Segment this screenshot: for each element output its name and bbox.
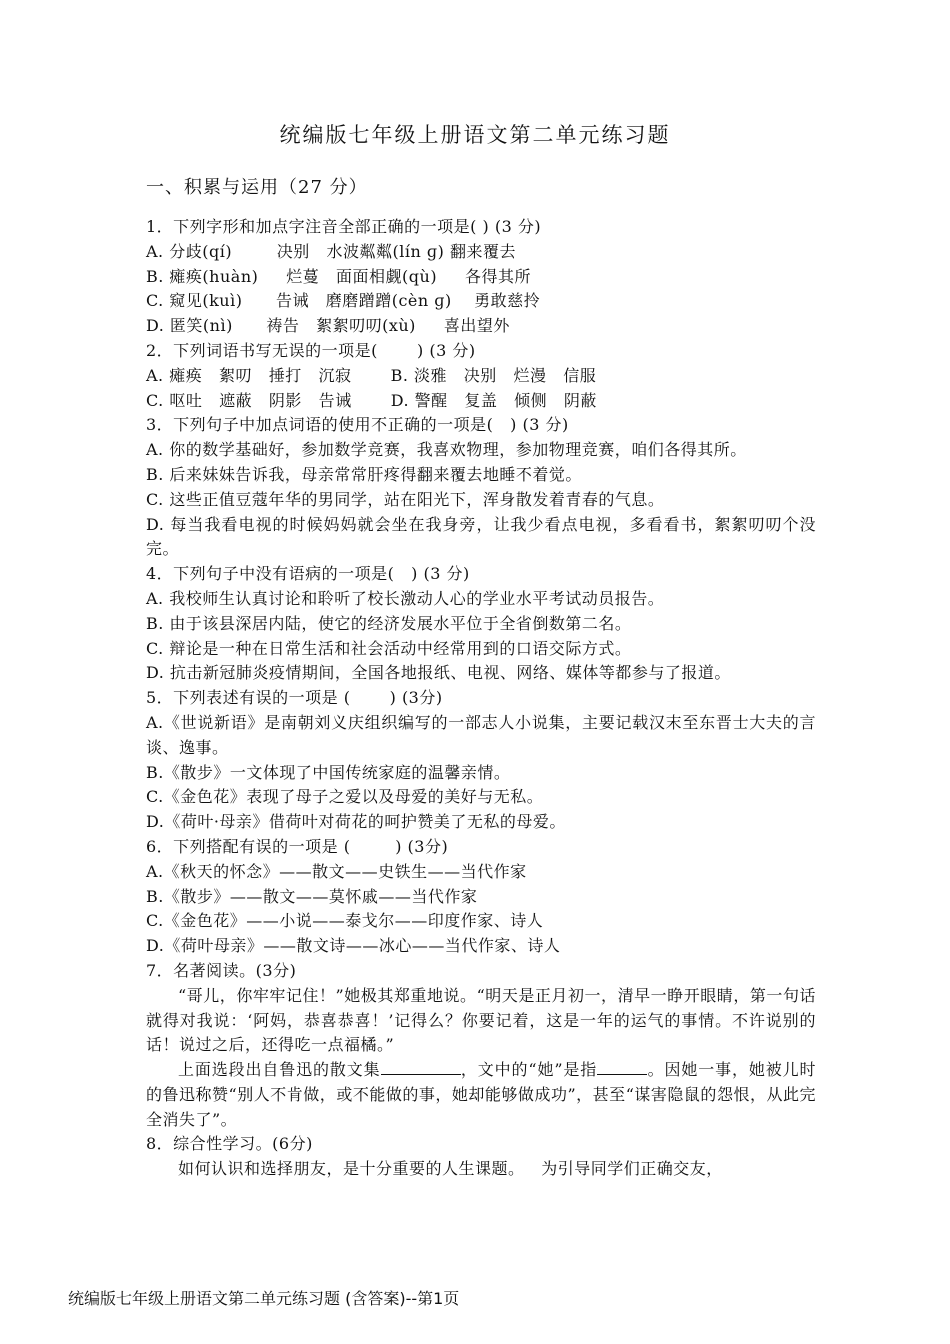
q2-stem: 2．下列词语书写无误的一项是( ) (3 分) (146, 340, 476, 360)
questions-body (146, 215, 816, 1182)
q1-option-b: B. 瘫痪(huàn) 烂蔓 面面相觑(qù) 各得其所 (146, 266, 532, 286)
q5-stem: 5．下列表述有误的一项是 ( ) (3分) (146, 688, 443, 708)
q6-option-d: D.《荷叶母亲》——散文诗——冰心——当代作家、诗人 (146, 936, 561, 956)
q6-option-c: C.《金色花》——小说——泰戈尔——印度作家、诗人 (146, 911, 544, 931)
answer-blank-collection[interactable] (381, 1058, 461, 1075)
q7-question (146, 1058, 816, 1132)
q7-stem: 7．名著阅读。(3分) (146, 960, 297, 980)
q1-option-a: A. 分歧(qí) 决别 水波粼粼(lín ɡ) 翻来覆去 (146, 241, 516, 261)
section-heading: 一、积累与运用（27 分） (146, 177, 368, 198)
q3-option-c: C. 这些正值豆蔻年华的男同学，站在阳光下，浑身散发着青春的气息。 (146, 489, 665, 509)
q7-ask-part2: ，文中的“她”是指 (460, 1060, 598, 1080)
q7-passage: “哥儿，你牢牢记住！”她极其郑重地说。“明天是正月初一，清早一睁开眼睛，第一句话就得对我说：‘阿妈，恭喜恭喜！’记得么？你要记着，这是一年的运气的事情。不许说别的话！说过之后，还得吃一点福橘。” (146, 985, 816, 1055)
q4-stem: 4．下列句子中没有语病的一项是( ) (3 分) (146, 564, 470, 584)
page-footer: 统编版七年级上册语文第二单元练习题 (含答案)--第1页 (68, 1289, 460, 1308)
q2-options-cd: C. 呕吐 遮蔽 阴影 告诫 D. 警醒 复盖 倾侧 阴蔽 (146, 390, 597, 410)
q2-options-ab: A. 瘫痪 絮叨 捶打 沉寂 B. 淡雅 决别 烂漫 信服 (146, 365, 597, 385)
q3-stem: 3．下列句子中加点词语的使用不正确的一项是( ) (3 分) (146, 415, 569, 435)
page-title: 统编版七年级上册语文第二单元练习题 (279, 123, 671, 147)
q1-option-c: C. 窥见(kuì) 告诫 磨磨蹭蹭(cèn ɡ) 勇敢慈拎 (146, 291, 541, 311)
q5-option-a: A.《世说新语》是南朝刘义庆组织编写的一部志人小说集，主要记载汉末至东晋士大夫的言谈、逸事。 (146, 712, 816, 757)
answer-blank-person[interactable] (597, 1058, 647, 1075)
q6-stem: 6．下列搭配有误的一项是 ( ) (3分) (146, 836, 449, 856)
q7-ask-part3: 。因她一事，她被儿时的鲁迅称赞“别人不肯做，或不能做的事，她却能够做成功”，甚至“谋害隐鼠的怨恨，从此完全消失了”。 (146, 1060, 816, 1129)
q8-stem: 8．综合性学习。(6分) (146, 1134, 313, 1154)
q4-option-a: A. 我校师生认真讨论和聆听了校长激动人心的学业水平考试动员报告。 (146, 588, 665, 608)
q1-stem: 1．下列字形和加点字注音全部正确的一项是( ) (3 分) (146, 217, 542, 236)
q3-option-d: D. 每当我看电视的时候妈妈就会坐在我身旁，让我少看点电视，多看看书，絮絮叨叨个没完。 (146, 514, 816, 559)
q4-option-b: B. 由于该县深居内陆，使它的经济发展水平位于全省倒数第二名。 (146, 613, 632, 633)
q3-option-a: A. 你的数学基础好，参加数学竞赛，我喜欢物理，参加物理竞赛，咱们各得其所。 (146, 440, 747, 460)
q5-option-c: C.《金色花》表现了母子之爱以及母爱的美好与无私。 (146, 787, 544, 807)
q6-option-b: B.《散步》——散文——莫怀戚——当代作家 (146, 886, 478, 906)
q6-option-a: A.《秋天的怀念》——散文——史铁生——当代作家 (146, 861, 527, 881)
q8-intro: 如何认识和选择朋友，是十分重要的人生课题。 为引导同学们正确交友， (178, 1159, 723, 1179)
q1-option-d: D. 匿笑(nì) 祷告 絮絮叨叨(xù) 喜出望外 (146, 316, 510, 336)
q3-option-b: B. 后来妹妹告诉我，母亲常常肝疼得翻来覆去地睡不着觉。 (146, 464, 582, 484)
q5-option-d: D.《荷叶·母亲》借荷叶对荷花的呵护赞美了无私的母爱。 (146, 812, 566, 832)
q4-option-c: C. 辩论是一种在日常生活和社会活动中经常用到的口语交际方式。 (146, 638, 632, 658)
q7-ask-part1: 上面选段出自鲁迅的散文集 (178, 1060, 381, 1080)
q4-option-d: D. 抗击新冠肺炎疫情期间，全国各地报纸、电视、网络、媒体等都参与了报道。 (146, 663, 731, 683)
q5-option-b: B.《散步》一文体现了中国传统家庭的温馨亲情。 (146, 762, 511, 782)
